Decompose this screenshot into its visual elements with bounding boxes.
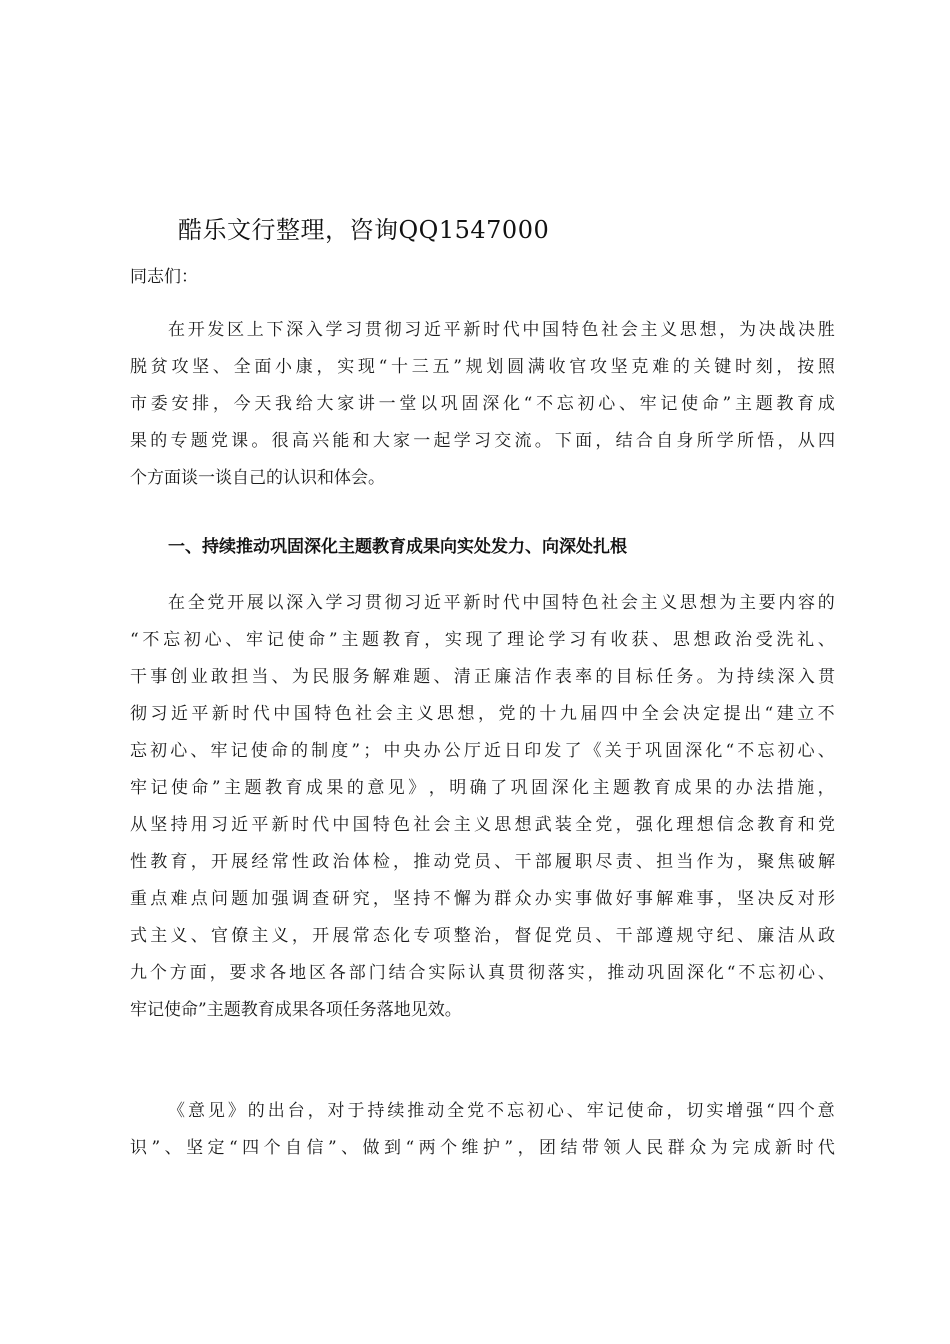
intro-paragraph xyxy=(130,312,835,497)
header-title: 酷乐文行整理，咨询QQ1547000 xyxy=(178,216,550,244)
paragraph-line: 性 教 育 ， 开 展 经 常 性 政 治 体 检 ， 推 动 党 员 、 干 部 履 职 尽 责 、 担 当 作 为 ， 聚 焦 破 解 xyxy=(130,852,835,872)
paragraph-line: 干 事 创 业 敢 担 当 、 为 民 服 务 解 难 题 、 清 正 廉 洁 作 表 率 的 目 标 任 务 。 为 持 续 深 入 贯 xyxy=(130,667,835,687)
paragraph-line: 在 开 发 区 上 下 深 入 学 习 贯 彻 习 近 平 新 时 代 中 国 特 色 社 会 主 义 思 想 ， 为 决 战 决 胜 xyxy=(168,320,835,340)
paragraph-line: 个方面谈一谈自己的认识和体会。 xyxy=(130,468,385,488)
paragraph-line: 重 点 难 点 问 题 加 强 调 查 研 究 ， 坚 持 不 懈 为 群 众 办 实 事 做 好 事 解 难 事 ， 坚 决 反 对 形 xyxy=(130,889,835,909)
paragraph-line: 识 ” 、 坚 定 “ 四 个 自 信 ” 、 做 到 “ 两 个 维 护 ” ， 团 结 带 领 人 民 群 众 为 完 成 新 时 代 xyxy=(130,1138,835,1158)
greeting: 同志们： xyxy=(130,267,198,287)
paragraph-line: 脱 贫 攻 坚 、 全 面 小 康 ， 实 现 “ 十 三 五 ” 规 划 圆 满 收 官 攻 坚 克 难 的 关 键 时 刻 ， 按 照 xyxy=(130,357,835,377)
paragraph-line: 九 个 方 面 ， 要 求 各 地 区 各 部 门 结 合 实 际 认 真 贯 彻 落 实 ， 推 动 巩 固 深 化 “ 不 忘 初 心 、 xyxy=(130,963,835,983)
paragraph-line: 牢记使命”主题教育成果各项任务落地见效。 xyxy=(130,1000,462,1020)
paragraph-line: 从 坚 持 用 习 近 平 新 时 代 中 国 特 色 社 会 主 义 思 想 武 装 全 党 ， 强 化 理 想 信 念 教 育 和 党 xyxy=(130,815,835,835)
paragraph-line: 忘 初 心 、 牢 记 使 命 的 制 度 ” ； 中 央 办 公 厅 近 日 印 发 了 《 关 于 巩 固 深 化 “ 不 忘 初 心 、 xyxy=(130,741,835,761)
paragraph-line: 彻 习 近 平 新 时 代 中 国 特 色 社 会 主 义 思 想 ， 党 的 十 九 届 四 中 全 会 决 定 提 出 “ 建 立 不 xyxy=(130,704,835,724)
opinion-paragraph xyxy=(130,1093,835,1167)
paragraph-line: 市 委 安 排 ， 今 天 我 给 大 家 讲 一 堂 以 巩 固 深 化 “ 不 忘 初 心 、 牢 记 使 命 ” 主 题 教 育 成 xyxy=(130,394,835,414)
paragraph-line: 果 的 专 题 党 课 。 很 高 兴 能 和 大 家 一 起 学 习 交 流 。 下 面 ， 结 合 自 身 所 学 所 悟 ， 从 四 xyxy=(130,431,835,451)
paragraph-line: 在 全 党 开 展 以 深 入 学 习 贯 彻 习 近 平 新 时 代 中 国 特 色 社 会 主 义 思 想 为 主 要 内 容 的 xyxy=(168,593,835,613)
paragraph-line: “ 不 忘 初 心 、 牢 记 使 命 ” 主 题 教 育 ， 实 现 了 理 论 学 习 有 收 获 、 思 想 政 治 受 洗 礼 、 xyxy=(130,630,835,650)
section-paragraph xyxy=(130,585,835,1029)
paragraph-line: 《 意 见 》 的 出 台 ， 对 于 持 续 推 动 全 党 不 忘 初 心 、 牢 记 使 命 ， 切 实 增 强 “ 四 个 意 xyxy=(168,1101,835,1121)
section-heading: 一、持续推动巩固深化主题教育成果向实处发力、向深处扎根 xyxy=(168,537,627,557)
paragraph-line: 式 主 义 、 官 僚 主 义 ， 开 展 常 态 化 专 项 整 治 ， 督 促 党 员 、 干 部 遵 规 守 纪 、 廉 洁 从 政 xyxy=(130,926,835,946)
paragraph-line: 牢 记 使 命 ” 主 题 教 育 成 果 的 意 见 》 ， 明 确 了 巩 固 深 化 主 题 教 育 成 果 的 办 法 措 施 ， xyxy=(130,778,835,798)
